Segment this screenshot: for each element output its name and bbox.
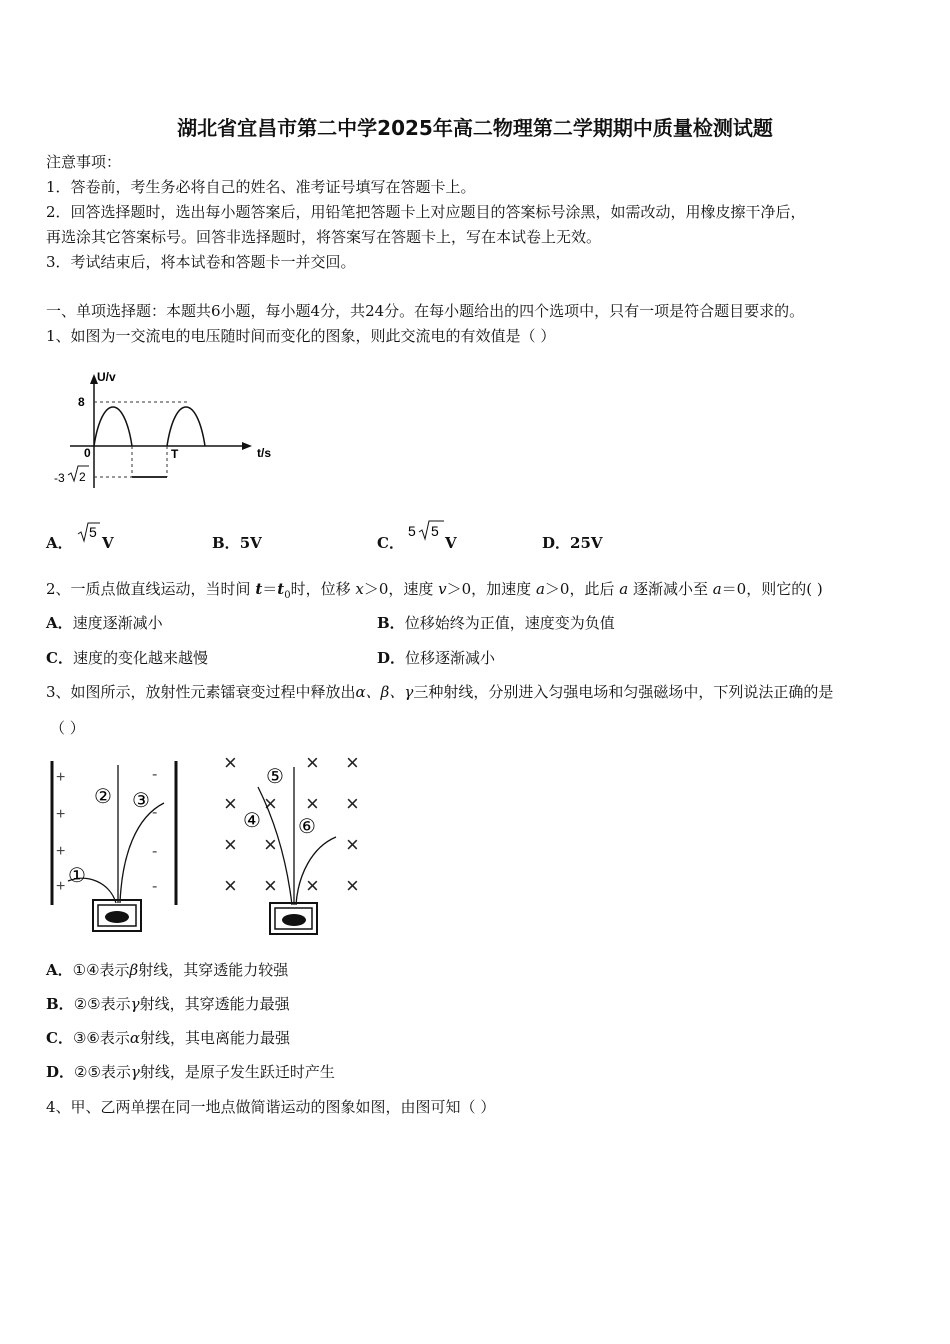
svg-text:×: × xyxy=(224,791,237,816)
svg-text:×: × xyxy=(346,791,359,816)
x-axis-label: t/s xyxy=(257,446,272,460)
ray-3 xyxy=(120,803,164,903)
q3-figure xyxy=(40,745,380,945)
q1-option-c[interactable]: C． xyxy=(377,534,404,552)
svg-text:×: × xyxy=(264,791,277,816)
q1-option-c-unit: V xyxy=(445,534,457,552)
question-3-blank: （ ） xyxy=(50,719,85,737)
q1-option-b[interactable]: B．5V xyxy=(212,534,262,552)
q1-option-a-unit: V xyxy=(102,534,114,552)
svg-text:×: × xyxy=(306,873,319,898)
q1-option-a-sqrt xyxy=(76,520,102,544)
q3-option-a[interactable]: A．①④表示β射线，其穿透能力较强 xyxy=(46,961,289,979)
question-2-stem: 2、一质点做直线运动，当时间 $t=t_0$时，位移 x＞0，速度 v＞0，加速度 a＞0，此后 a 逐渐减小至 a＝0，则它的( ) xyxy=(46,580,823,601)
question-1-stem: 1、如图为一交流电的电压随时间而变化的图象，则此交流电的有效值是（ ） xyxy=(46,327,556,345)
notice-item: 2．回答选择题时，选出每小题答案后，用铅笔把答题卡上对应题目的答案标号涂黑，如需改动，用橡皮擦干净后， xyxy=(46,203,806,221)
notice-item: 再选涂其它答案标号。回答非选择题时，将答案写在答题卡上，写在本试卷上无效。 xyxy=(46,228,602,246)
notice-item: 3．考试结束后，将本试卷和答题卡一并交回。 xyxy=(46,253,356,271)
q2-option-a[interactable]: A．速度逐渐减小 xyxy=(46,614,163,632)
question-3-stem: 3、如图所示，放射性元素镭衰变过程中释放出α、β、γ三种射线，分别进入匀强电场和匀强磁场中，下列说法正确的是 xyxy=(46,683,834,701)
svg-text:+: + xyxy=(56,843,66,860)
svg-text:×: × xyxy=(224,750,237,775)
svg-text:×: × xyxy=(264,832,277,857)
svg-text:①: ① xyxy=(68,865,86,887)
page-title: 湖北省宜昌市第二中学2025年高二物理第二学期期中质量检测试题 xyxy=(177,116,773,140)
q3-option-d[interactable]: D．②⑤表示γ射线，是原子发生跃迁时产生 xyxy=(46,1063,335,1081)
half-sine-2 xyxy=(167,407,205,446)
svg-text:×: × xyxy=(306,791,319,816)
origin-label: 0 xyxy=(84,446,91,460)
q1-option-a[interactable]: A． xyxy=(46,534,73,552)
notice-item: 1．答卷前，考生务必将自己的姓名、准考证号填写在答题卡上。 xyxy=(46,178,476,196)
ray-labels-b xyxy=(243,766,316,838)
svg-text:+: + xyxy=(56,806,66,823)
svg-text:5: 5 xyxy=(89,524,97,540)
svg-text:+: + xyxy=(56,769,66,786)
svg-text:⑤: ⑤ xyxy=(266,766,284,788)
svg-text:-: - xyxy=(152,766,158,783)
y-axis-label: U/v xyxy=(97,370,116,384)
question-4-stem: 4、甲、乙两单摆在同一地点做简谐运动的图象如图，由图可知（ ） xyxy=(46,1098,496,1116)
ray-labels-e xyxy=(68,786,150,887)
svg-text:-: - xyxy=(152,843,158,860)
svg-text:⑥: ⑥ xyxy=(298,816,316,838)
y-tick-neg-coef: -3 xyxy=(54,471,65,485)
section-heading: 一、单项选择题：本题共6小题，每小题4分，共24分。在每小题给出的四个选项中，只有一项是符合题目要求的。 xyxy=(46,302,805,320)
q2-option-c[interactable]: C．速度的变化越来越慢 xyxy=(46,649,208,667)
x-axis-arrow xyxy=(242,442,252,450)
q2-option-d[interactable]: D．位移逐渐减小 xyxy=(377,649,496,667)
svg-text:-: - xyxy=(152,804,158,821)
q3-option-b[interactable]: B．②⑤表示γ射线，其穿透能力最强 xyxy=(46,995,290,1013)
svg-text:②: ② xyxy=(94,786,112,808)
q1-option-c-sqrt xyxy=(406,518,446,542)
svg-text:×: × xyxy=(346,832,359,857)
q1-voltage-graph xyxy=(40,360,290,505)
x-tick-T: T xyxy=(171,447,179,461)
svg-text:×: × xyxy=(346,873,359,898)
svg-text:×: × xyxy=(224,873,237,898)
svg-text:×: × xyxy=(224,832,237,857)
notice-heading: 注意事项： xyxy=(46,153,122,171)
svg-text:5: 5 xyxy=(431,523,439,539)
svg-text:×: × xyxy=(264,873,277,898)
q3-option-c[interactable]: C．③⑥表示α射线，其电离能力最强 xyxy=(46,1029,291,1047)
radium-source-2 xyxy=(282,914,306,926)
svg-text:③: ③ xyxy=(132,790,150,812)
plus-signs xyxy=(56,769,65,895)
svg-text:5: 5 xyxy=(408,523,416,539)
svg-text:×: × xyxy=(306,750,319,775)
q1-option-d[interactable]: D．25V xyxy=(542,534,603,552)
minus-signs xyxy=(152,766,157,895)
half-sine-1 xyxy=(94,407,132,446)
q2-option-b[interactable]: B．位移始终为正值，速度变为负值 xyxy=(377,614,615,632)
svg-text:-: - xyxy=(152,878,158,895)
svg-text:④: ④ xyxy=(243,810,261,832)
y-tick-neg-rad: 2 xyxy=(79,470,86,484)
radium-source-1 xyxy=(105,911,129,923)
y-tick-8: 8 xyxy=(78,395,85,409)
svg-text:+: + xyxy=(56,878,66,895)
svg-text:×: × xyxy=(346,750,359,775)
